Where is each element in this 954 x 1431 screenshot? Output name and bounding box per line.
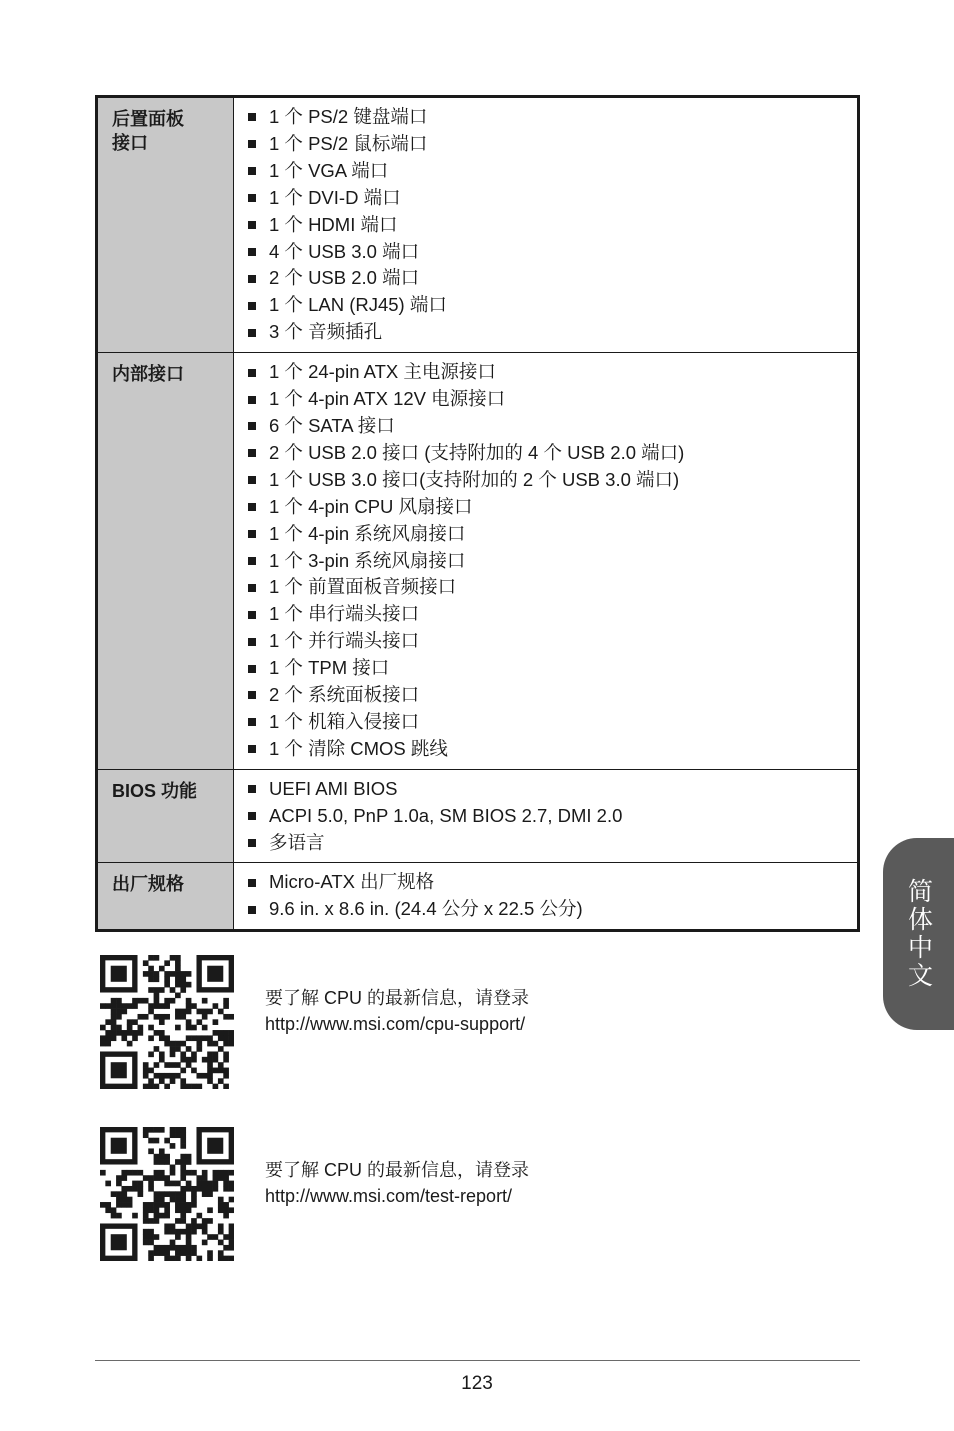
spec-table [95, 95, 860, 932]
spec-row [97, 863, 859, 931]
spec-item [248, 359, 857, 386]
page-number: 123 [461, 1373, 493, 1394]
spec-item [248, 803, 857, 830]
square-bullet-icon [248, 557, 256, 565]
qr-caption-url[interactable]: http://www.msi.com/cpu-support/ [265, 1014, 526, 1034]
spec-row [97, 769, 859, 863]
square-bullet-icon [248, 503, 256, 511]
spec-item-text: 1 个 USB 3.0 接口(支持附加的 2 个 USB 3.0 端口) [269, 468, 680, 490]
square-bullet-icon [248, 638, 256, 646]
square-bullet-icon [248, 140, 256, 148]
square-bullet-icon [248, 665, 256, 673]
square-bullet-icon [248, 275, 256, 283]
square-bullet-icon [248, 248, 256, 256]
spec-item-text: UEFI AMI BIOS [269, 777, 398, 799]
spec-item [248, 776, 857, 803]
square-bullet-icon [248, 879, 256, 887]
language-side-tab-label: 简体中文 [904, 878, 933, 990]
spec-item [248, 628, 857, 655]
spec-item-text: 1 个 4-pin 系统风扇接口 [269, 522, 466, 544]
spec-item [248, 709, 857, 736]
spec-item-text: 1 个 LAN (RJ45) 端口 [269, 294, 447, 316]
square-bullet-icon [248, 812, 256, 820]
spec-row [97, 97, 859, 353]
spec-item-text: 4 个 USB 3.0 端口 [269, 240, 420, 262]
footer-rule [95, 1360, 860, 1361]
spec-item [248, 830, 857, 857]
spec-item-text: Micro-ATX 出厂规格 [269, 871, 435, 893]
square-bullet-icon [248, 611, 256, 619]
qr-caption-text: 要了解 CPU 的最新信息，请登录 [265, 988, 530, 1008]
spec-item-text: 1 个 4-pin ATX 12V 电源接口 [269, 388, 506, 410]
spec-item-text: 1 个 24-pin ATX 主电源接口 [269, 361, 496, 383]
spec-item-text: 1 个 清除 CMOS 跳线 [269, 737, 448, 759]
spec-table-body [97, 97, 859, 931]
spec-item-text: 1 个 机箱入侵接口 [269, 710, 420, 732]
square-bullet-icon [248, 113, 256, 121]
spec-item-text: 1 个 PS/2 鼠标端口 [269, 132, 428, 154]
spec-item-text: ACPI 5.0, PnP 1.0a, SM BIOS 2.7, DMI 2.0 [269, 804, 623, 826]
square-bullet-icon [248, 302, 256, 310]
spec-item-text: 2 个 USB 2.0 端口 [269, 267, 420, 289]
spec-item-text: 9.6 in. x 8.6 in. (24.4 公分 x 22.5 公分) [269, 898, 583, 920]
spec-item-text: 3 个 音频插孔 [269, 321, 383, 343]
spec-item [248, 601, 857, 628]
spec-item [248, 467, 857, 494]
spec-row-label: 后置面板 接口 [97, 97, 234, 353]
spec-item-text: 1 个 4-pin CPU 风扇接口 [269, 495, 473, 517]
spec-row-items [234, 769, 859, 863]
spec-item [248, 185, 857, 212]
spec-item [248, 869, 857, 896]
square-bullet-icon [248, 691, 256, 699]
square-bullet-icon [248, 422, 256, 430]
qr-block-test-report [100, 1127, 860, 1262]
spec-item-text: 2 个 系统面板接口 [269, 684, 420, 706]
spec-item-text: 2 个 USB 2.0 接口 (支持附加的 4 个 USB 2.0 端口) [269, 441, 685, 463]
square-bullet-icon [248, 449, 256, 457]
spec-item [248, 131, 857, 158]
qr-caption [265, 1157, 529, 1209]
spec-item-text: 1 个 前置面板音频接口 [269, 576, 457, 598]
spec-item-text: 1 个 DVI-D 端口 [269, 186, 401, 208]
qr-caption-text: 要了解 CPU 的最新信息，请登录 [265, 1160, 530, 1180]
spec-item-text: 1 个 TPM 接口 [269, 657, 390, 679]
square-bullet-icon [248, 530, 256, 538]
square-bullet-icon [248, 839, 256, 847]
spec-item-text: 多语言 [269, 831, 325, 853]
spec-item-text: 1 个 并行端头接口 [269, 630, 420, 652]
spec-row-items [234, 863, 859, 931]
spec-item [248, 292, 857, 319]
square-bullet-icon [248, 167, 256, 175]
spec-item [248, 655, 857, 682]
spec-item [248, 158, 857, 185]
spec-item-text: 1 个 HDMI 端口 [269, 213, 398, 235]
square-bullet-icon [248, 476, 256, 484]
spec-row-label: 内部接口 [97, 353, 234, 770]
spec-item [248, 265, 857, 292]
qr-code-icon [100, 1127, 234, 1261]
square-bullet-icon [248, 194, 256, 202]
square-bullet-icon [248, 584, 256, 592]
spec-row-label: BIOS 功能 [97, 769, 234, 863]
square-bullet-icon [248, 745, 256, 753]
spec-item-text: 1 个 PS/2 键盘端口 [269, 106, 428, 127]
square-bullet-icon [248, 718, 256, 726]
square-bullet-icon [248, 369, 256, 377]
spec-item [248, 548, 857, 575]
spec-item [248, 319, 857, 346]
spec-item-text: 6 个 SATA 接口 [269, 414, 395, 436]
square-bullet-icon [248, 221, 256, 229]
spec-item [248, 682, 857, 709]
spec-item [248, 239, 857, 266]
spec-row [97, 353, 859, 770]
spec-item [248, 736, 857, 763]
spec-item-text: 1 个 串行端头接口 [269, 603, 420, 625]
language-side-tab [883, 838, 954, 1030]
spec-item [248, 413, 857, 440]
spec-row-label: 出厂规格 [97, 863, 234, 931]
spec-item [248, 104, 857, 131]
spec-item-text: 1 个 3-pin 系统风扇接口 [269, 549, 466, 571]
square-bullet-icon [248, 785, 256, 793]
spec-item [248, 896, 857, 923]
square-bullet-icon [248, 396, 256, 404]
spec-item [248, 386, 857, 413]
spec-item [248, 574, 857, 601]
qr-code-icon [100, 955, 234, 1089]
spec-item [248, 521, 857, 548]
spec-row-items [234, 97, 859, 353]
qr-caption [265, 985, 529, 1037]
spec-item-text: 1 个 VGA 端口 [269, 159, 389, 181]
spec-item [248, 440, 857, 467]
qr-caption-url[interactable]: http://www.msi.com/test-report/ [265, 1186, 513, 1206]
square-bullet-icon [248, 329, 256, 337]
spec-item [248, 494, 857, 521]
spec-row-items [234, 353, 859, 770]
spec-item [248, 212, 857, 239]
square-bullet-icon [248, 906, 256, 914]
qr-block-cpu-support [100, 955, 860, 1090]
